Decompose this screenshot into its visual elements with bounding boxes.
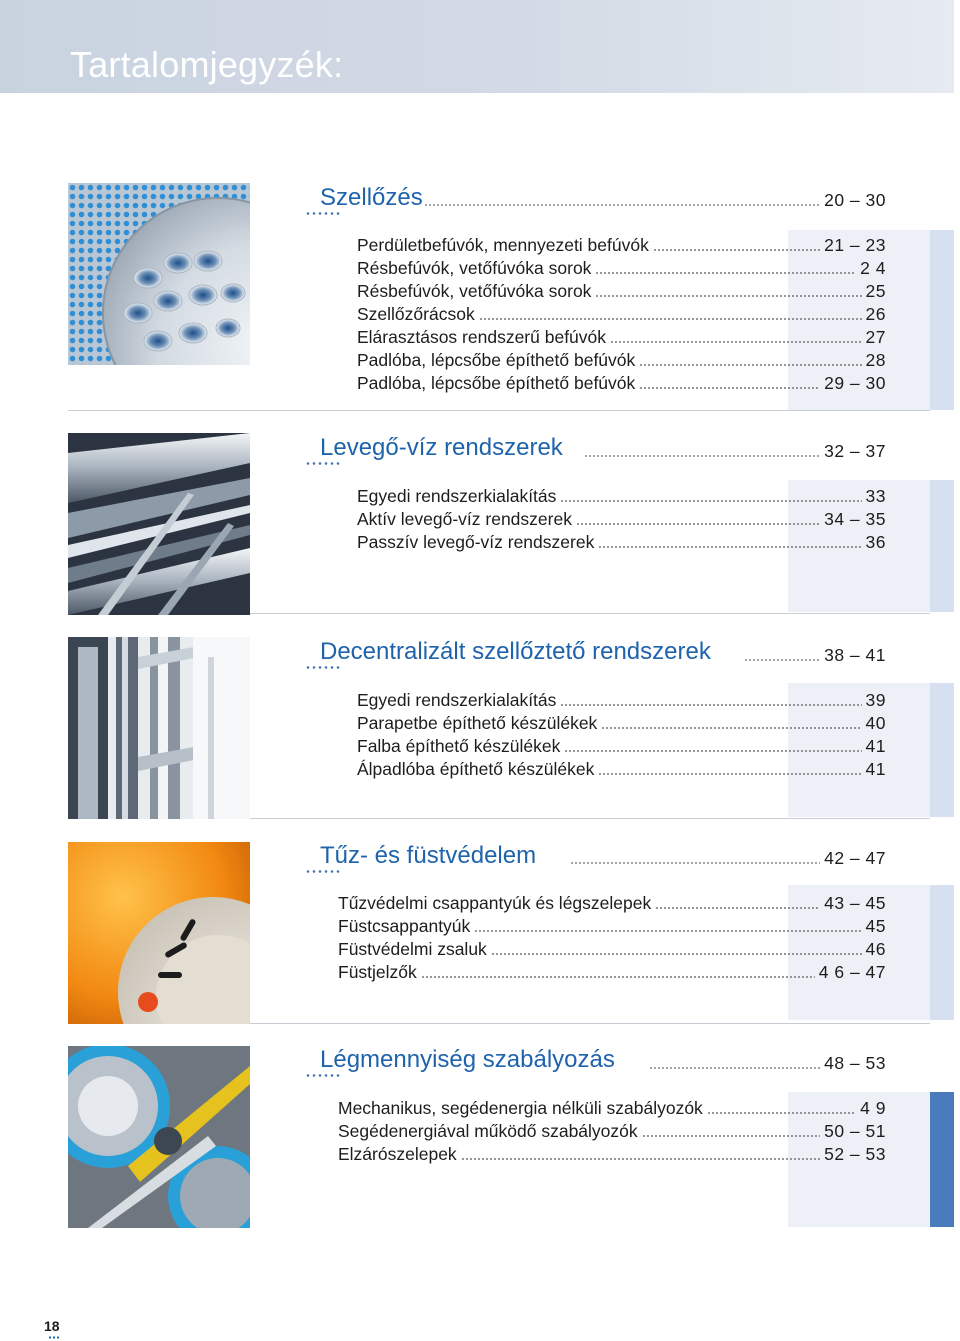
page-reference: 41 xyxy=(865,736,886,756)
section-page-range xyxy=(740,645,886,666)
toc-entry-label: Egyedi rendszerkialakítás xyxy=(357,486,557,506)
section-page-range xyxy=(645,1053,886,1074)
section-page-range xyxy=(580,441,886,462)
page-reference: 4 6 – 47 xyxy=(818,962,886,982)
dot-leader xyxy=(560,500,861,502)
section-title-legmennyiseg: Légmennyiség szabályozás xyxy=(320,1046,615,1073)
page-column-edge-3 xyxy=(930,683,954,817)
toc-entry[interactable] xyxy=(338,1121,886,1142)
toc-entry-label: Parapetbe építhető készülékek xyxy=(357,713,598,733)
toc-entry[interactable] xyxy=(357,759,886,780)
page-reference: 33 xyxy=(865,486,886,506)
page-reference: 41 xyxy=(865,759,886,779)
dot-leader xyxy=(576,523,820,525)
dot-leader xyxy=(642,1135,820,1137)
toc-entry[interactable] xyxy=(357,327,886,348)
page-reference: 36 xyxy=(865,532,886,552)
toc-entry-label: Füstcsappantyúk xyxy=(338,916,471,936)
toc-entry[interactable] xyxy=(357,532,886,553)
toc-entry-label: Elárasztásos rendszerű befúvók xyxy=(357,327,607,347)
section-title-decentralizalt: Decentralizált szellőztető rendszerek xyxy=(320,638,711,665)
page-reference: 4 9 xyxy=(860,1098,886,1118)
dot-leader xyxy=(595,272,856,274)
section-title-tuz-fustvedelem: Tűz- és füstvédelem xyxy=(320,842,537,869)
toc-entry[interactable] xyxy=(338,916,886,937)
toc-entry-label: Segédenergiával működő szabályozók xyxy=(338,1121,638,1141)
toc-entry[interactable] xyxy=(357,736,886,757)
dot-leader xyxy=(474,930,861,932)
dot-leader xyxy=(598,546,861,548)
volume-controller-photo xyxy=(68,1046,250,1228)
toc-entry[interactable] xyxy=(357,690,886,711)
toc-entry-label: Füstvédelmi zsaluk xyxy=(338,939,487,959)
dot-leader xyxy=(639,387,820,389)
toc-entry-label: Résbefúvók, vetőfúvóka sorok xyxy=(357,281,592,301)
toc-entry-label: Aktív levegő-víz rendszerek xyxy=(357,509,572,529)
toc-entry-label: Passzív levegő-víz rendszerek xyxy=(357,532,595,552)
page-reference: 48 – 53 xyxy=(824,1053,886,1073)
page-reference: 32 – 37 xyxy=(824,441,886,461)
toc-entry[interactable] xyxy=(338,1144,886,1165)
page-number-dots-icon xyxy=(48,1336,60,1339)
toc-entry-label: Résbefúvók, vetőfúvóka sorok xyxy=(357,258,592,278)
dot-leader xyxy=(564,750,861,752)
toc-entry[interactable] xyxy=(357,713,886,734)
toc-entry[interactable] xyxy=(357,350,886,371)
page-header xyxy=(0,0,954,93)
section-title-levego-viz: Levegő-víz rendszerek xyxy=(320,434,563,461)
page-reference: 40 xyxy=(865,713,886,733)
smoke-detector-photo xyxy=(68,842,250,1024)
toc-entry[interactable] xyxy=(357,281,886,302)
toc-entry-label: Egyedi rendszerkialakítás xyxy=(357,690,557,710)
page-reference: 45 xyxy=(865,916,886,936)
toc-entry[interactable] xyxy=(357,486,886,507)
dot-leader xyxy=(649,1067,820,1069)
page-number: 18 xyxy=(44,1318,60,1334)
dot-leader xyxy=(595,295,861,297)
section-title-szellozes: Szellőzés xyxy=(320,184,423,211)
page-reference: 39 xyxy=(865,690,886,710)
toc-entry-label: Padlóba, lépcsőbe építhető befúvók xyxy=(357,373,636,393)
dot-leader xyxy=(610,341,862,343)
page-reference: 2 4 xyxy=(860,258,886,278)
dot-leader xyxy=(744,659,820,661)
toc-entry-label: Elzárószelepek xyxy=(338,1144,457,1164)
toc-entry-label: Mechanikus, segédenergia nélküli szabályozók xyxy=(338,1098,703,1118)
page-reference: 27 xyxy=(865,327,886,347)
page-reference: 28 xyxy=(865,350,886,370)
dot-leader xyxy=(639,364,861,366)
section-dots-icon xyxy=(305,666,341,669)
page-column-edge-4 xyxy=(930,885,954,1020)
page-column-edge-5 xyxy=(930,1092,954,1227)
dot-leader xyxy=(653,249,820,251)
page-reference: 38 – 41 xyxy=(824,645,886,665)
toc-entry-label: Álpadlóba építhető készülékek xyxy=(357,759,595,779)
dot-leader xyxy=(461,1158,820,1160)
page-reference: 25 xyxy=(865,281,886,301)
dot-leader xyxy=(598,773,861,775)
dot-leader xyxy=(655,907,820,909)
toc-entry[interactable] xyxy=(357,258,886,279)
section-dots-icon xyxy=(305,1074,341,1077)
toc-entry[interactable] xyxy=(357,304,886,325)
dot-leader xyxy=(570,862,820,864)
dot-leader xyxy=(584,455,820,457)
ceiling-diffuser-photo xyxy=(68,183,250,365)
page-title: Tartalomjegyzék: xyxy=(70,44,344,85)
toc-entry-label: Tűzvédelmi csappantyúk és légszelepek xyxy=(338,893,652,913)
toc-entry-label: Füstjelzők xyxy=(338,962,417,982)
section-dots-icon xyxy=(305,870,341,873)
toc-entry[interactable] xyxy=(338,1098,886,1119)
page-reference: 46 xyxy=(865,939,886,959)
page-reference: 26 xyxy=(865,304,886,324)
toc-entry[interactable] xyxy=(357,373,886,394)
page-reference: 29 – 30 xyxy=(824,373,886,393)
page-reference: 42 – 47 xyxy=(824,848,886,868)
page-reference: 50 – 51 xyxy=(824,1121,886,1141)
induction-beam-photo xyxy=(68,433,250,615)
page-column-edge-2 xyxy=(930,480,954,612)
page-column-edge-1 xyxy=(930,230,954,410)
section-dots-icon xyxy=(305,462,341,465)
page-reference: 43 – 45 xyxy=(824,893,886,913)
dot-leader xyxy=(424,204,820,206)
toc-entry[interactable] xyxy=(357,509,886,530)
section-page-range xyxy=(566,848,886,869)
page-reference: 52 – 53 xyxy=(824,1144,886,1164)
toc-entry-label: Falba építhető készülékek xyxy=(357,736,561,756)
toc-entry[interactable] xyxy=(357,235,886,256)
window-facade-photo xyxy=(68,637,250,819)
dot-leader xyxy=(560,704,861,706)
page-reference: 20 – 30 xyxy=(824,190,886,210)
toc-entry[interactable] xyxy=(338,939,886,960)
page-reference: 34 – 35 xyxy=(824,509,886,529)
section-dots-icon xyxy=(305,212,341,215)
dot-leader xyxy=(707,1112,856,1114)
dot-leader xyxy=(601,727,861,729)
dot-leader xyxy=(479,318,862,320)
page-reference: 21 – 23 xyxy=(824,235,886,255)
toc-entry[interactable] xyxy=(338,893,886,914)
section-divider xyxy=(68,410,930,411)
section-page-range xyxy=(420,190,886,211)
dot-leader xyxy=(491,953,862,955)
toc-entry[interactable] xyxy=(338,962,886,983)
dot-leader xyxy=(421,976,815,978)
toc-entry-label: Szellőzőrácsok xyxy=(357,304,475,324)
toc-entry-label: Padlóba, lépcsőbe építhető befúvók xyxy=(357,350,636,370)
toc-entry-label: Perdületbefúvók, mennyezeti befúvók xyxy=(357,235,649,255)
